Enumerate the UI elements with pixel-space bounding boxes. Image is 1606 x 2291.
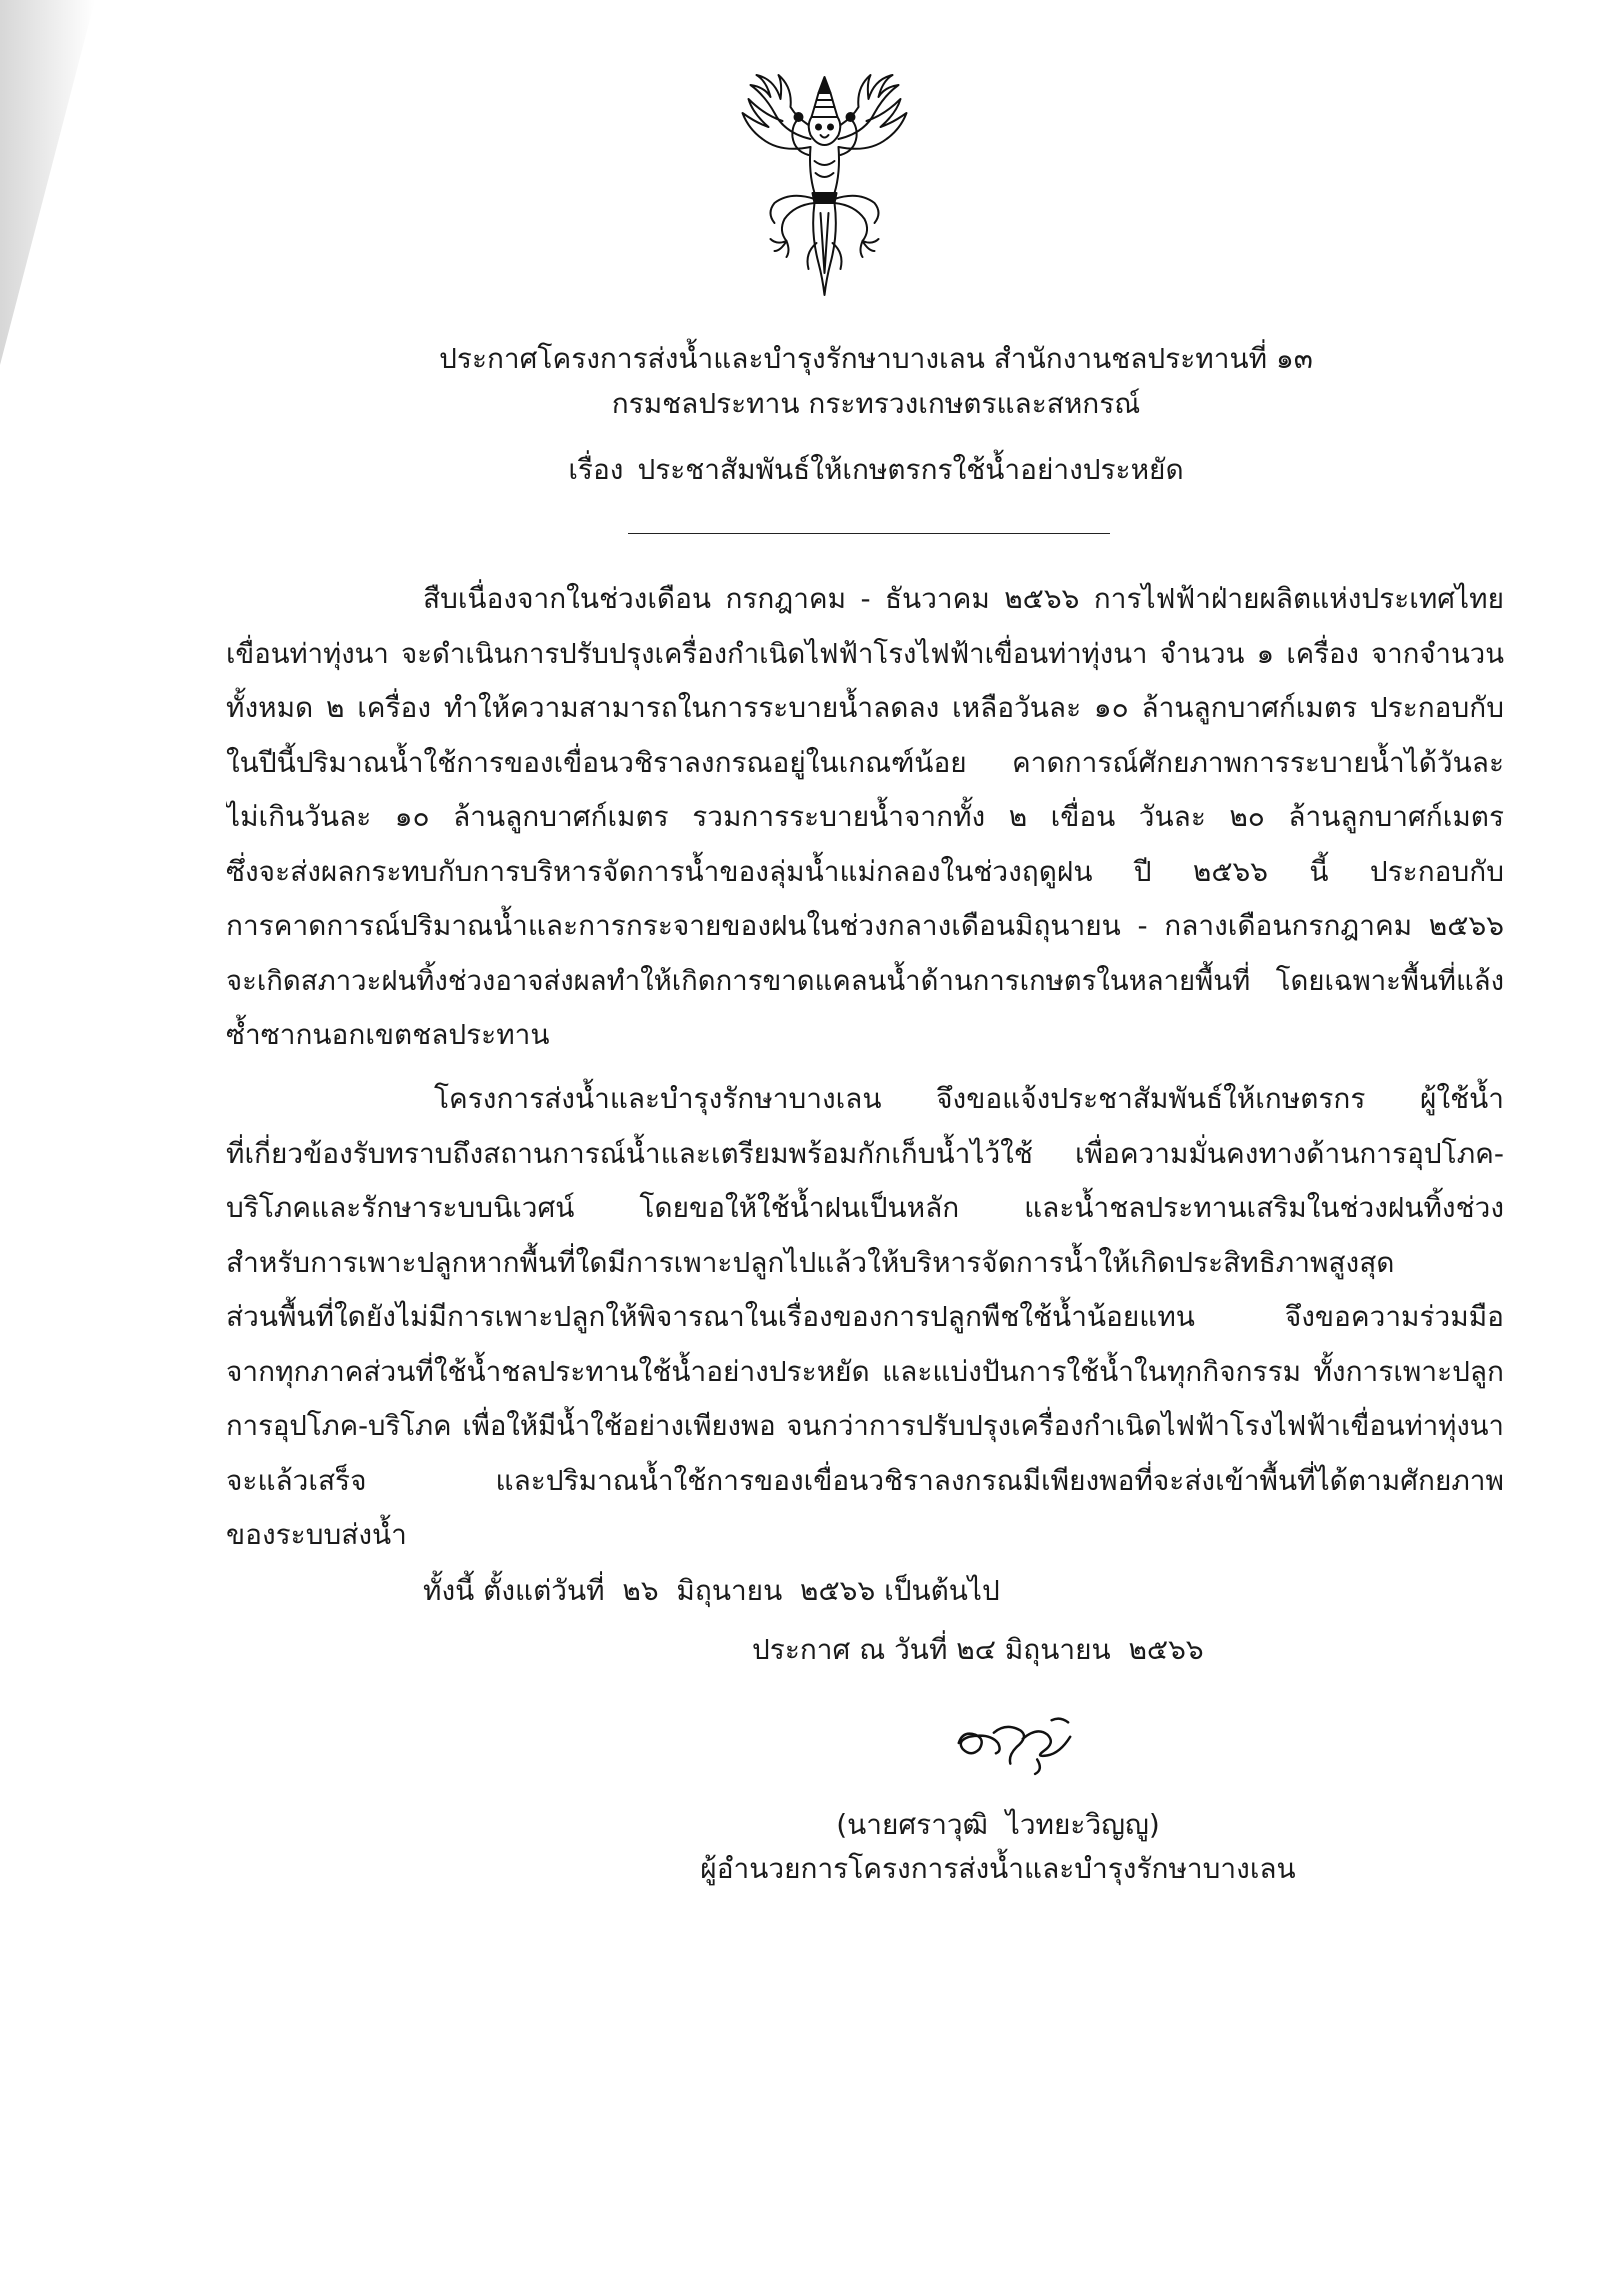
paragraph-1-line: ในปีนี้ปริมาณน้ำใช้การของเขื่อนวชิราลงกรณอยู่ในเกณฑ์น้อย คาดการณ์ศักยภาพการระบายน้ำได้วันละ	[226, 745, 1504, 779]
effective-date-line: ทั้งนี้ ตั้งแต่วันที่ ๒๖ มิถุนายน ๒๕๖๖ เป็นต้นไป	[423, 1574, 1000, 1607]
signatory-position: ผู้อำนวยการโครงการส่งน้ำและบำรุงรักษาบางเลน	[700, 1852, 1296, 1885]
paragraph-2-line: ที่เกี่ยวข้องรับทราบถึงสถานการณ์น้ำและเตรียมพร้อมกักเก็บน้ำไว้ใช้ เพื่อความมั่นคงทางด้านการอุปโภค-	[226, 1136, 1504, 1170]
paragraph-1-line: ทั้งหมด ๒ เครื่อง ทำให้ความสามารถในการระบายน้ำลดลง เหลือวันละ ๑๐ ล้านลูกบาศก์เมตร ประกอบกับ	[226, 691, 1504, 724]
paragraph-2-line: การอุปโภค-บริโภค เพื่อให้มีน้ำใช้อย่างเพียงพอ จนกว่าการปรับปรุงเครื่องกำเนิดไฟฟ้าโรงไฟฟ้าเขื่อนท่าทุ่งนา	[226, 1410, 1504, 1442]
paragraph-1-line: ซึ่งจะส่งผลกระทบกับการบริหารจัดการน้ำของลุ่มน้ำแม่กลองในช่วงฤดูฝน ปี ๒๕๖๖ นี้ ประกอบกับ	[226, 854, 1504, 888]
header-line-2: กรมชลประทาน กระทรวงเกษตรและสหกรณ์	[611, 387, 1141, 420]
paragraph-1-line: จะเกิดสภาวะฝนทิ้งช่วงอาจส่งผลทำให้เกิดการขาดแคลนน้ำด้านการเกษตรในหลายพื้นที่ โดยเฉพาะพื้นที่แล้ง	[226, 964, 1504, 997]
paragraph-2-line: โครงการส่งน้ำและบำรุงรักษาบางเลน จึงขอแจ้งประชาสัมพันธ์ให้เกษตรกร ผู้ใช้น้ำ	[434, 1082, 1504, 1115]
scan-edge-shadow	[0, 0, 140, 380]
paragraph-2-line: ของระบบส่งน้ำ	[226, 1518, 407, 1551]
paragraph-2-line: บริโภคและรักษาระบบนิเวศน์ โดยขอให้ใช้น้ำฝนเป็นหลัก และน้ำชลประทานเสริมในช่วงฝนทิ้งช่วง	[226, 1191, 1504, 1224]
subject-line	[353, 447, 1399, 493]
paragraph-1-line: การคาดการณ์ปริมาณน้ำและการกระจายของฝนในช่วงกลางเดือนมิถุนายน - กลางเดือนกรกฎาคม ๒๕๖๖	[226, 909, 1504, 942]
subject-label: เรื่อง	[568, 453, 624, 486]
header-line-1: ประกาศโครงการส่งน้ำและบำรุงรักษาบางเลน สำนักงานชลประทานที่ ๑๓	[439, 342, 1313, 375]
signature-mark-icon	[948, 1712, 1083, 1776]
garuda-emblem-svg	[734, 73, 915, 299]
paragraph-2	[226, 1072, 1504, 1563]
emblem-head	[809, 117, 841, 145]
signature-svg	[948, 1712, 1083, 1776]
paragraph-1-line: ซ้ำซากนอกเขตชลประทาน	[226, 1018, 550, 1051]
paragraph-2-line: สำหรับการเพาะปลูกหากพื้นที่ใดมีการเพาะปลูกไปแล้วให้บริหารจัดการน้ำให้เกิดประสิทธิภาพสูงสุด	[226, 1245, 1395, 1279]
emblem-legs	[771, 196, 879, 257]
emblem-crown	[812, 77, 838, 117]
paragraph-1-line: ไม่เกินวันละ ๑๐ ล้านลูกบาศก์เมตร รวมการระบายน้ำจากทั้ง ๒ เขื่อน วันละ ๒๐ ล้านลูกบาศก์เมตร	[226, 800, 1504, 833]
emblem-body	[810, 147, 839, 203]
header-divider	[628, 533, 1110, 534]
paragraph-2-line: จากทุกภาคส่วนที่ใช้น้ำชลประทานใช้น้ำอย่างประหยัด และแบ่งปันการใช้น้ำในทุกกิจกรรม ทั้งการเพาะปลูก	[226, 1354, 1504, 1388]
paragraph-1-line: เขื่อนท่าทุ่งนา จะดำเนินการปรับปรุงเครื่องกำเนิดไฟฟ้าโรงไฟฟ้าเขื่อนท่าทุ่งนา จำนวน ๑ เครื่อง จากจำนวน	[226, 637, 1504, 670]
paragraph-1-line: สืบเนื่องจากในช่วงเดือน กรกฎาคม - ธันวาคม ๒๕๖๖ การไฟฟ้าฝ่ายผลิตแห่งประเทศไทย	[423, 582, 1504, 615]
subject-text: ประชาสัมพันธ์ให้เกษตรกรใช้น้ำอย่างประหยัด	[637, 453, 1184, 486]
paragraph-1	[226, 572, 1504, 1063]
announcement-date-line: ประกาศ ณ วันที่ ๒๔ มิถุนายน ๒๕๖๖	[752, 1633, 1204, 1666]
paragraph-2-line: ส่วนพื้นที่ใดยังไม่มีการเพาะปลูกให้พิจารณาในเรื่องของการปลูกพืชใช้น้ำน้อยแทน จึงขอความร่วมมือ	[226, 1300, 1504, 1333]
garuda-emblem-icon	[734, 73, 915, 299]
paragraph-2-line: จะแล้วเสร็จ และปริมาณน้ำใช้การของเขื่อนวชิราลงกรณมีเพียงพอที่จะส่งเข้าพื้นที่ได้ตามศักยภาพ	[226, 1463, 1504, 1497]
signatory-name: (นายศราวุฒิ ไวทยะวิญญู)	[836, 1808, 1160, 1841]
emblem-tail	[808, 203, 842, 295]
